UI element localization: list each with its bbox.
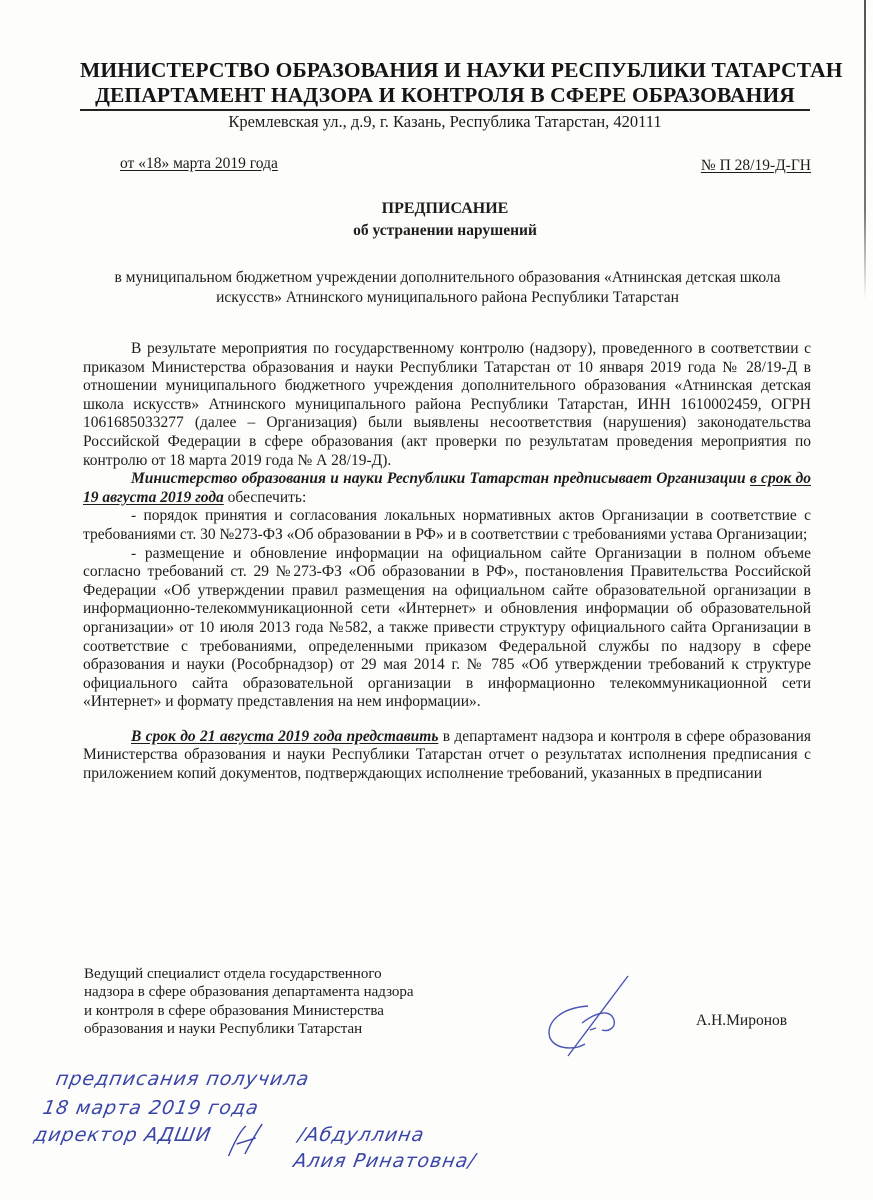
position-line: образования и науки Республики Татарстан [84, 1021, 363, 1038]
handwritten-receipt-note [0, 1060, 611, 1190]
letterhead [80, 58, 843, 132]
signer-position [84, 965, 474, 1039]
handwritten-line: директор АДШИ [32, 1124, 214, 1146]
order-paragraph [83, 470, 811, 507]
initials-signature-icon [222, 1120, 269, 1160]
order-tail: обеспечить: [223, 488, 307, 506]
report-deadline: В срок до 21 августа 2019 года представить [131, 727, 439, 745]
handwritten-line: предписания получила [54, 1068, 312, 1090]
document-body [83, 340, 811, 784]
header-rule [80, 109, 810, 111]
order-item: - размещение и обновление информации на официальном сайте Организации в полном объеме согласно требований ст. 29 №273-ФЗ «Об образовании в РФ», постановления Правительства Российской Федерации «Об утверждении правил размещения на официальном сайте образовательной организации в информационно-телекоммуникационной сети «Интернет» и обновления информации об образовательной организации» от 10 июля 2013 года №582, а также привести структуру официального сайта Организации в соответствие с требованиями, определенными приказом Федеральной службы по надзору в сфере образования и науки (Рособрнадзор) от 29 мая 2014 г. № 785 «Об утверждении требований к структуре официального сайта образовательной организации в информационно телекоммуникационной сети «Интернет» и формату представления на нем информации». [83, 544, 811, 711]
subject-line: в муниципальном бюджетном учреждении дополнительного образования «Атнинская детская школа искусств» Атнинского муниципального района Республики Татарстан [114, 269, 781, 306]
handwritten-line: Алия Ринатовна/ [291, 1150, 478, 1172]
handwritten-line: /Абдуллина [296, 1124, 427, 1146]
handwritten-line: 18 марта 2019 года [41, 1097, 261, 1119]
title-main: ПРЕДПИСАНИЕ [381, 200, 509, 217]
signer-name: А.Н.Миронов [696, 1012, 788, 1029]
position-line: и контроля в сфере образования Министерства [84, 1002, 384, 1019]
ministry-name: МИНИСТЕРСТВО ОБРАЗОВАНИЯ И НАУКИ РЕСПУБЛИКИ ТАТАРСТАН [80, 58, 843, 82]
position-line: надзора в сфере образования департамента надзора [84, 984, 414, 1001]
scan-edge [864, 0, 866, 300]
document-title [80, 198, 810, 242]
order-lead: Министерство образования и науки Республики Татарстан предписывает Организации [131, 470, 746, 488]
intro-paragraph: В результате мероприятия по государственному контролю (надзору), проведенного в соответствии с приказом Министерства образования и науки Республики Татарстан от 10 января 2019 года № 28/19-Д в отношении муниципального бюджетного учреждения дополнительного образования «Атнинская детская школа искусств» Атнинского муниципального района Республики Татарстан, ИНН 1610002459, ОГРН 1061685033277 (далее – Организация) были выявлены несоответствия (нарушения) законодательства Российской Федерации в сфере образования (акт проверки по результатам проведения мероприятия по контролю от 18 марта 2019 года № А 28/19-Д). [83, 340, 811, 469]
order-item: - порядок принятия и согласования локальных нормативных актов Организации в соответствие с требованиями ст. 30 №273-ФЗ «Об образовании в РФ» и в соответствии с требованиями устава Организации; [83, 507, 811, 543]
report-tail: в департамент надзора и контроля в сфере образования Министерства образования и науки Республики Татарстан отчет о результатах исполнения предписания с приложением копий документов, подтверждающих исполнение требований, указанных в предписании [83, 727, 811, 783]
document-date: от «18» марта 2019 года [120, 155, 278, 172]
address: Кремлевская ул., д.9, г. Казань, Республика Татарстан, 420111 [228, 112, 662, 131]
report-paragraph [83, 728, 811, 784]
department-name: ДЕПАРТАМЕНТ НАДЗОРА И КОНТРОЛЯ В СФЕРЕ ОБРАЗОВАНИЯ [95, 83, 795, 107]
signature-icon [530, 968, 640, 1058]
document-number: № П 28/19-Д-ГН [700, 157, 811, 174]
order-deadline: в срок до 19 августа 2019 года [83, 470, 811, 506]
title-sub: об устранении нарушений [353, 222, 537, 239]
position-line: Ведущий специалист отдела государственного [84, 966, 382, 982]
